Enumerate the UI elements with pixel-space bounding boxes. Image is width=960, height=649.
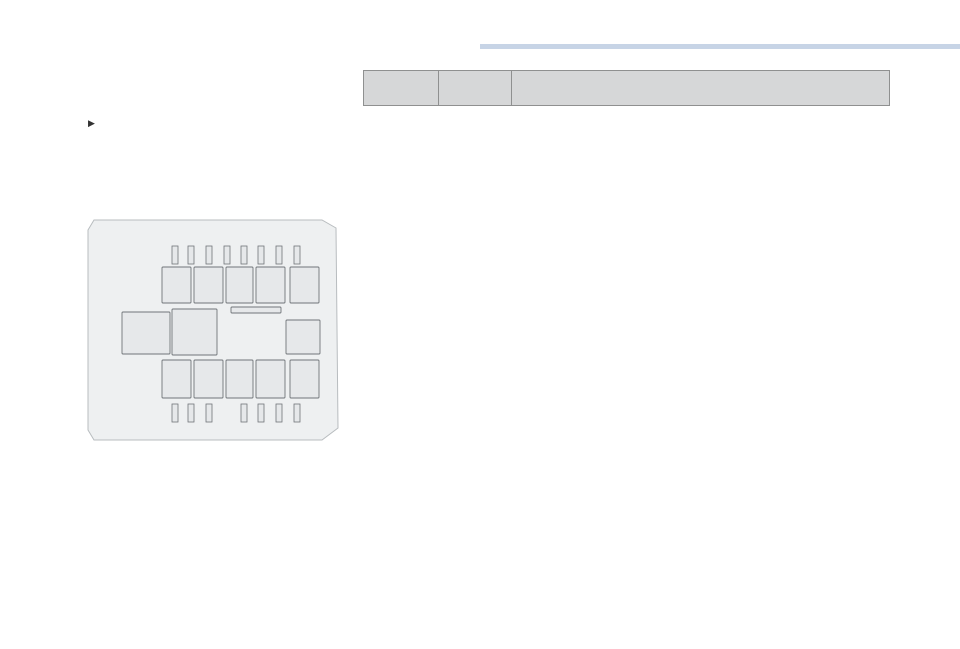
column-header — [512, 71, 890, 106]
header-bar — [480, 44, 960, 49]
column-header — [439, 71, 512, 106]
arrow-bullet-icon: ▶ — [88, 118, 95, 128]
instruction — [88, 117, 350, 130]
fuse-table — [363, 70, 890, 106]
column-header — [364, 71, 439, 106]
table-header-row — [364, 71, 890, 106]
fuse-box-diagram — [86, 212, 340, 444]
